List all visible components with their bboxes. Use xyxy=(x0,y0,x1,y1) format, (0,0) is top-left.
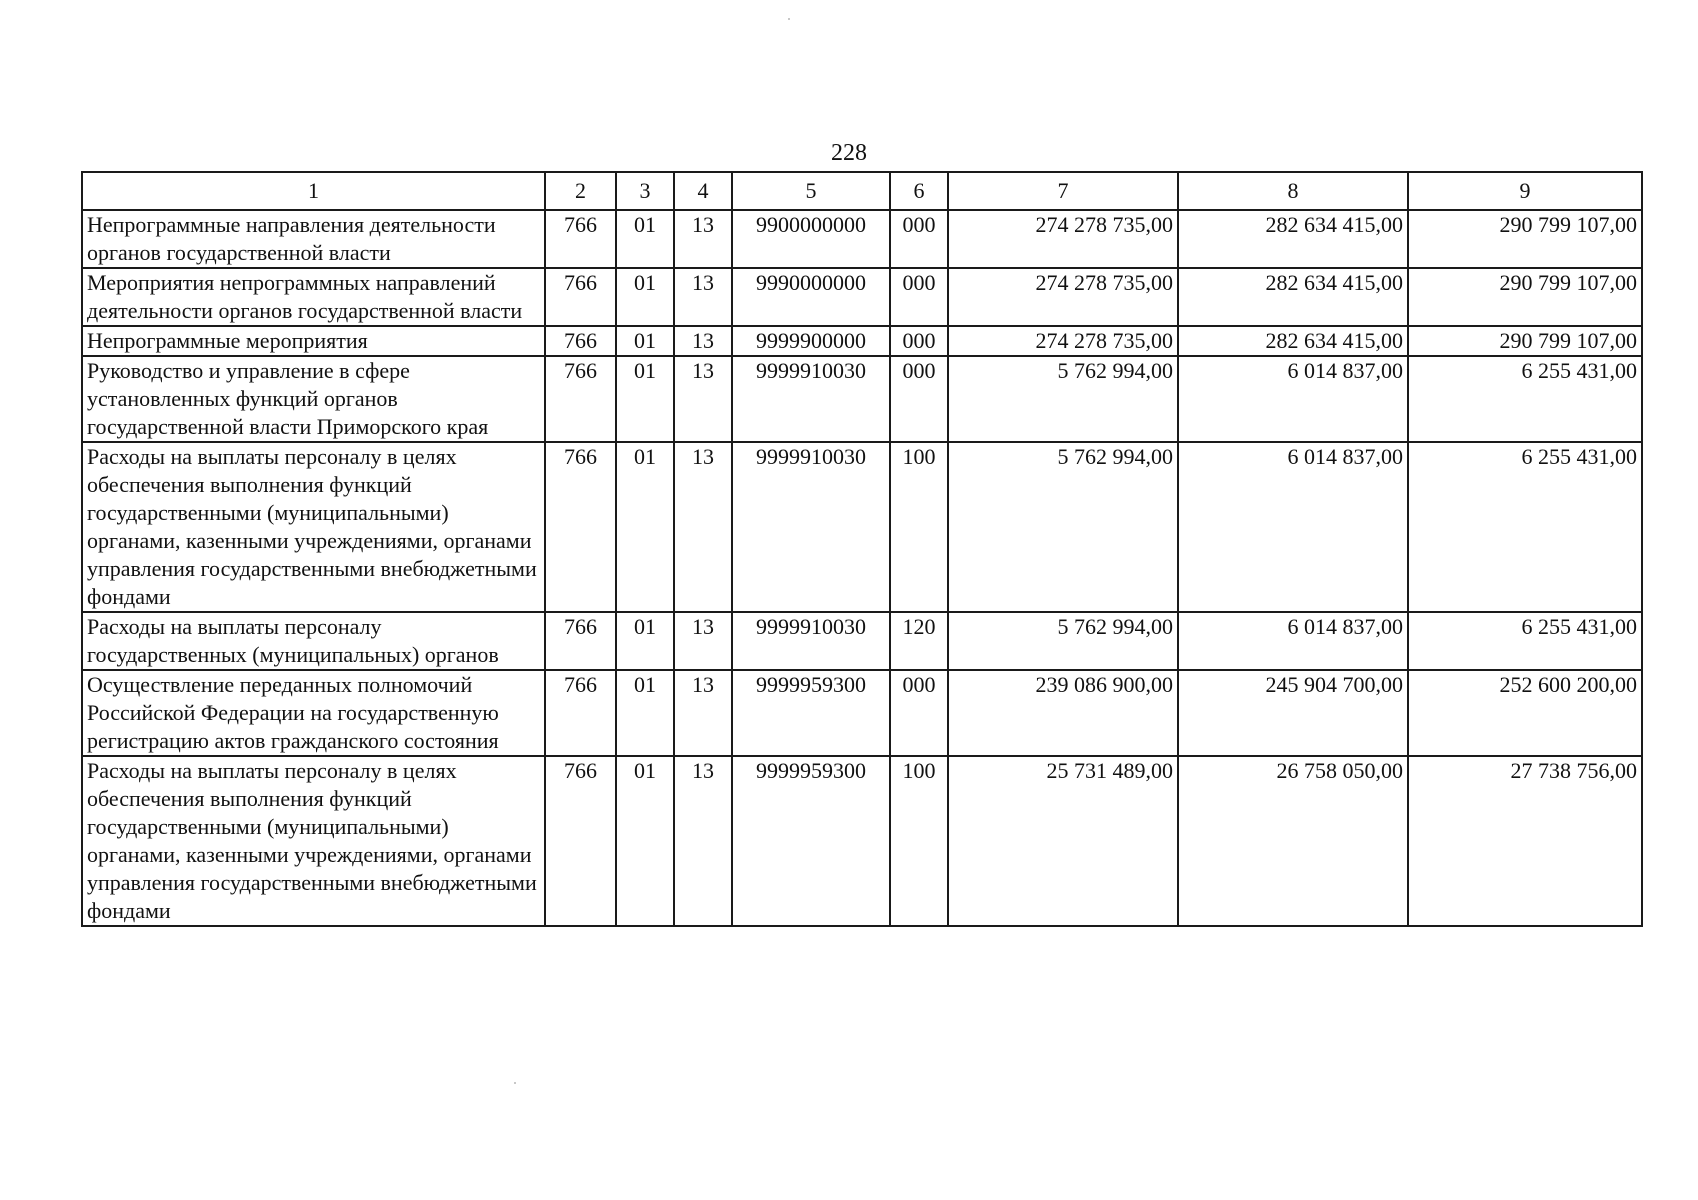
column-number-5: 5 xyxy=(732,172,890,210)
expense-type-code: 000 xyxy=(890,326,948,356)
amount-column-9: 6 255 431,00 xyxy=(1408,356,1642,442)
section-code: 01 xyxy=(616,268,674,326)
column-number-7: 7 xyxy=(948,172,1178,210)
amount-column-7: 5 762 994,00 xyxy=(948,356,1178,442)
amount-column-9: 252 600 200,00 xyxy=(1408,670,1642,756)
column-number-6: 6 xyxy=(890,172,948,210)
table-row xyxy=(82,326,1642,356)
table-row xyxy=(82,670,1642,756)
budget-table xyxy=(81,171,1643,927)
column-number-8: 8 xyxy=(1178,172,1408,210)
subsection-code: 13 xyxy=(674,210,732,268)
expense-name: Мероприятия непрограммных направлений деятельности органов государственной власти xyxy=(82,268,545,326)
ministry-code: 766 xyxy=(545,612,616,670)
ministry-code: 766 xyxy=(545,326,616,356)
section-code: 01 xyxy=(616,210,674,268)
amount-column-7: 274 278 735,00 xyxy=(948,326,1178,356)
amount-column-8: 245 904 700,00 xyxy=(1178,670,1408,756)
section-code: 01 xyxy=(616,442,674,612)
table-row xyxy=(82,442,1642,612)
table-row xyxy=(82,756,1642,926)
expense-name: Расходы на выплаты персоналу в целях обеспечения выполнения функций государственными (муниципальными) органами, казенными учреждениями, органами управления государственными внебюджетными фондами xyxy=(82,442,545,612)
expense-name: Осуществление переданных полномочий Российской Федерации на государственную регистрацию актов гражданского состояния xyxy=(82,670,545,756)
target-article-code: 9999959300 xyxy=(732,670,890,756)
amount-column-8: 282 634 415,00 xyxy=(1178,268,1408,326)
amount-column-8: 26 758 050,00 xyxy=(1178,756,1408,926)
subsection-code: 13 xyxy=(674,756,732,926)
amount-column-8: 6 014 837,00 xyxy=(1178,442,1408,612)
subsection-code: 13 xyxy=(674,326,732,356)
amount-column-8: 6 014 837,00 xyxy=(1178,356,1408,442)
column-number-1: 1 xyxy=(82,172,545,210)
table-row xyxy=(82,356,1642,442)
table-row xyxy=(82,210,1642,268)
amount-column-7: 239 086 900,00 xyxy=(948,670,1178,756)
expense-name: Расходы на выплаты персоналу государственных (муниципальных) органов xyxy=(82,612,545,670)
expense-type-code: 100 xyxy=(890,756,948,926)
target-article-code: 9999910030 xyxy=(732,442,890,612)
section-code: 01 xyxy=(616,356,674,442)
target-article-code: 9999910030 xyxy=(732,356,890,442)
target-article-code: 9999959300 xyxy=(732,756,890,926)
expense-type-code: 100 xyxy=(890,442,948,612)
expense-name: Непрограммные мероприятия xyxy=(82,326,545,356)
scan-speck xyxy=(514,1082,516,1084)
amount-column-9: 6 255 431,00 xyxy=(1408,612,1642,670)
section-code: 01 xyxy=(616,670,674,756)
column-number-row xyxy=(82,172,1642,210)
expense-type-code: 000 xyxy=(890,268,948,326)
amount-column-8: 282 634 415,00 xyxy=(1178,210,1408,268)
column-number-9: 9 xyxy=(1408,172,1642,210)
amount-column-7: 274 278 735,00 xyxy=(948,210,1178,268)
amount-column-7: 25 731 489,00 xyxy=(948,756,1178,926)
amount-column-7: 274 278 735,00 xyxy=(948,268,1178,326)
expense-name: Расходы на выплаты персоналу в целях обеспечения выполнения функций государственными (муниципальными) органами, казенными учреждениями, органами управления государственными внебюджетными фондами xyxy=(82,756,545,926)
ministry-code: 766 xyxy=(545,756,616,926)
scan-speck xyxy=(788,18,790,20)
amount-column-9: 27 738 756,00 xyxy=(1408,756,1642,926)
expense-type-code: 120 xyxy=(890,612,948,670)
page-number: 228 xyxy=(831,140,867,166)
amount-column-7: 5 762 994,00 xyxy=(948,612,1178,670)
table-row xyxy=(82,268,1642,326)
expense-type-code: 000 xyxy=(890,356,948,442)
subsection-code: 13 xyxy=(674,612,732,670)
amount-column-8: 282 634 415,00 xyxy=(1178,326,1408,356)
column-number-3: 3 xyxy=(616,172,674,210)
amount-column-9: 290 799 107,00 xyxy=(1408,326,1642,356)
subsection-code: 13 xyxy=(674,268,732,326)
subsection-code: 13 xyxy=(674,670,732,756)
section-code: 01 xyxy=(616,612,674,670)
table-row xyxy=(82,612,1642,670)
amount-column-9: 290 799 107,00 xyxy=(1408,210,1642,268)
ministry-code: 766 xyxy=(545,210,616,268)
section-code: 01 xyxy=(616,326,674,356)
subsection-code: 13 xyxy=(674,442,732,612)
expense-type-code: 000 xyxy=(890,670,948,756)
target-article-code: 9990000000 xyxy=(732,268,890,326)
expense-name: Непрограммные направления деятельности органов государственной власти xyxy=(82,210,545,268)
amount-column-9: 290 799 107,00 xyxy=(1408,268,1642,326)
amount-column-8: 6 014 837,00 xyxy=(1178,612,1408,670)
amount-column-9: 6 255 431,00 xyxy=(1408,442,1642,612)
ministry-code: 766 xyxy=(545,268,616,326)
column-number-4: 4 xyxy=(674,172,732,210)
target-article-code: 9999900000 xyxy=(732,326,890,356)
section-code: 01 xyxy=(616,756,674,926)
target-article-code: 9900000000 xyxy=(732,210,890,268)
subsection-code: 13 xyxy=(674,356,732,442)
ministry-code: 766 xyxy=(545,442,616,612)
column-number-2: 2 xyxy=(545,172,616,210)
expense-type-code: 000 xyxy=(890,210,948,268)
target-article-code: 9999910030 xyxy=(732,612,890,670)
amount-column-7: 5 762 994,00 xyxy=(948,442,1178,612)
ministry-code: 766 xyxy=(545,670,616,756)
expense-name: Руководство и управление в сфере установленных функций органов государственной власти Приморского края xyxy=(82,356,545,442)
ministry-code: 766 xyxy=(545,356,616,442)
